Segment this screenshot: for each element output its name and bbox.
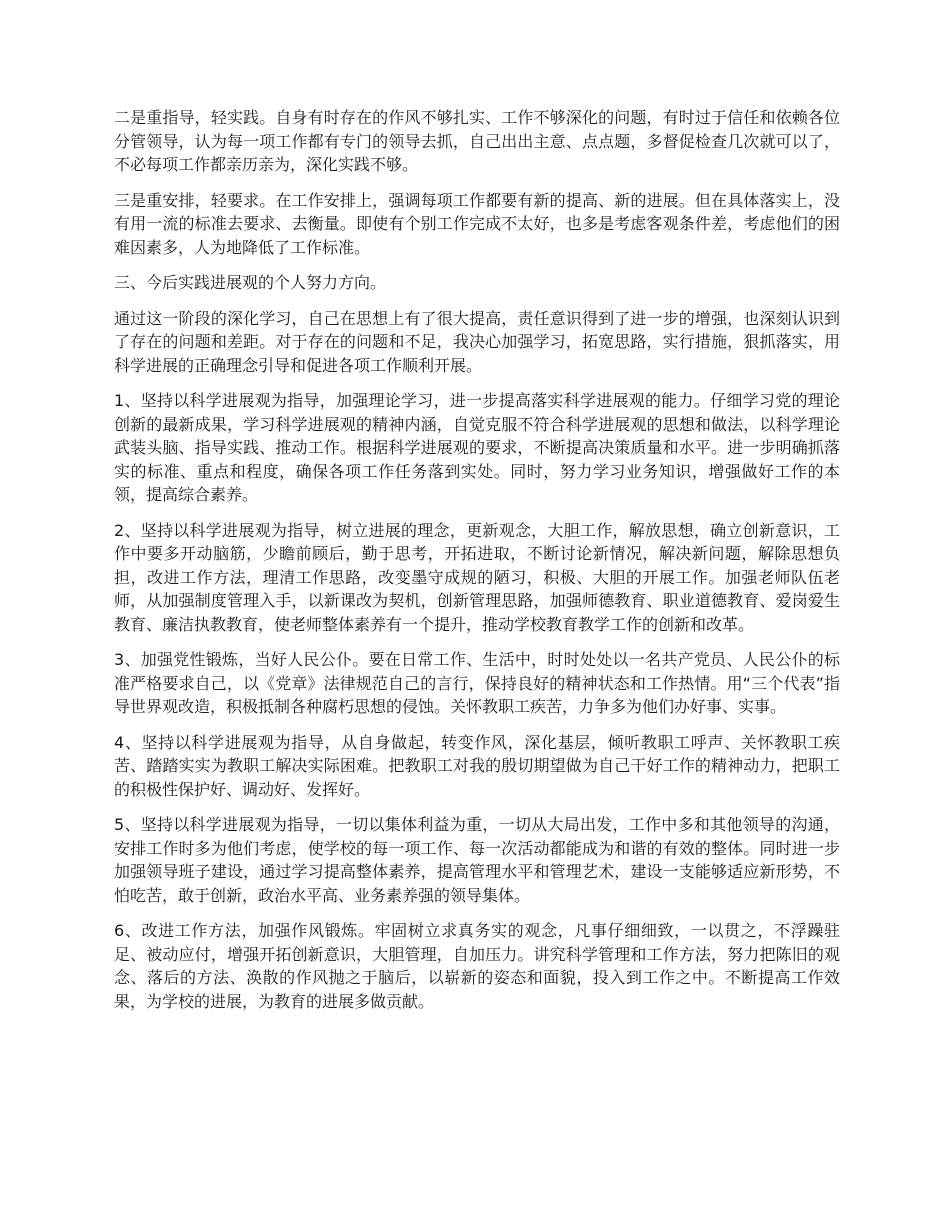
list-item-6: 6、改进工作方法，加强作风锻炼。牢固树立求真务实的观念，凡事仔细细致，一以贯之，不浮躁驻足、被动应付，增强开拓创新意识，大胆管理，自加压力。讲究科学管理和工作方法，努力把陈旧的观念、落后的方法、涣散的作风抛之于脑后，以崭新的姿态和面貌，投入到工作之中。不断提高工作效果，为学校的进展，为教育的进展多做贡献。 (114, 921, 840, 1011)
paragraph-4: 通过这一阶段的深化学习，自己在思想上有了很大提高，责任意识得到了进一步的增强，也深刻认识到了存在的问题和差距。对于存在的问题和不足，我决心加强学习，拓宽思路，实行措施，狠抓落实，用科学进展的正确理念引导和促进各项工作顺利开展。 (114, 308, 840, 375)
list-item-5: 5、坚持以科学进展观为指导，一切以集体利益为重，一切从大局出发，工作中多和其他领导的沟通，安排工作时多为他们考虑，使学校的每一项工作、每一次活动都能成为和谐的有效的整体。同时进一步加强领导班子建设，通过学习提高整体素养，提高管理水平和管理艺术，建设一支能够适应新形势，不怕吃苦，敢于创新，政治水平高、业务素养强的领导集体。 (114, 815, 840, 905)
paragraph-2: 三是重安排，轻要求。在工作安排上，强调每项工作都要有新的提高、新的进展。但在具体落实上，没有用一流的标准去要求、去衡量。即使有个别工作完成不太好，也多是考虑客观条件差，考虑他们的困难因素多，人为地降低了工作标准。 (114, 190, 840, 257)
list-item-3: 3、加强党性锻炼，当好人民公仆。要在日常工作、生活中，时时处处以一名共产党员、人民公仆的标准严格要求自己，以《党章》法律规范自己的言行，保持良好的精神状态和工作热情。用“三个代表”指导世界观改造，积极抵制各种腐朽思想的侵蚀。关怀教职工疾苦，力争多为他们办好事、实事。 (114, 650, 840, 716)
section-heading: 三、今后实践进展观的个人努力方向。 (114, 273, 387, 292)
paragraph-1: 二是重指导，轻实践。自身有时存在的作风不够扎实、工作不够深化的问题，有时过于信任和依赖各位分管领导，认为每一项工作都有专门的领导去抓，自己出出主意、点点题，多督促检查几次就可以了，不必每项工作都亲历亲为，深化实践不够。 (114, 108, 840, 174)
document-body (114, 106, 840, 1025)
list-item-1: 1、坚持以科学进展观为指导，加强理论学习，进一步提高落实科学进展观的能力。仔细学习党的理论创新的最新成果，学习科学进展观的精神内涵，自觉克服不符合科学进展观的思想和做法，以科学理论武装头脑、指导实践、推动工作。根据科学进展观的要求，不断提高决策质量和水平。进一步明确抓落实的标准、重点和程度，确保各项工作任务落到实处。同时，努力学习业务知识，增强做好工作的本领，提高综合素养。 (114, 391, 840, 504)
list-item-4: 4、坚持以科学进展观为指导，从自身做起，转变作风，深化基层，倾听教职工呼声、关怀教职工疾苦、踏踏实实为教职工解决实际困难。把教职工对我的殷切期望做为自己干好工作的精神动力，把职工的积极性保护好、调动好、发挥好。 (114, 732, 840, 799)
list-item-2: 2、坚持以科学进展观为指导，树立进展的理念，更新观念，大胆工作，解放思想，确立创新意识，工作中要多开动脑筋，少瞻前顾后，勤于思考，开拓进取，不断讨论新情况，解决新问题，解除思想负担，改进工作方法，理清工作思路，改变墨守成规的陋习，积极、大胆的开展工作。加强老师队伍老师，从加强制度管理入手，以新课改为契机，创新管理思路，加强师德教育、职业道德教育、爱岗爱生教育、廉洁执教教育，使老师整体素养有一个提升，推动学校教育教学工作的创新和改革。 (114, 520, 840, 634)
